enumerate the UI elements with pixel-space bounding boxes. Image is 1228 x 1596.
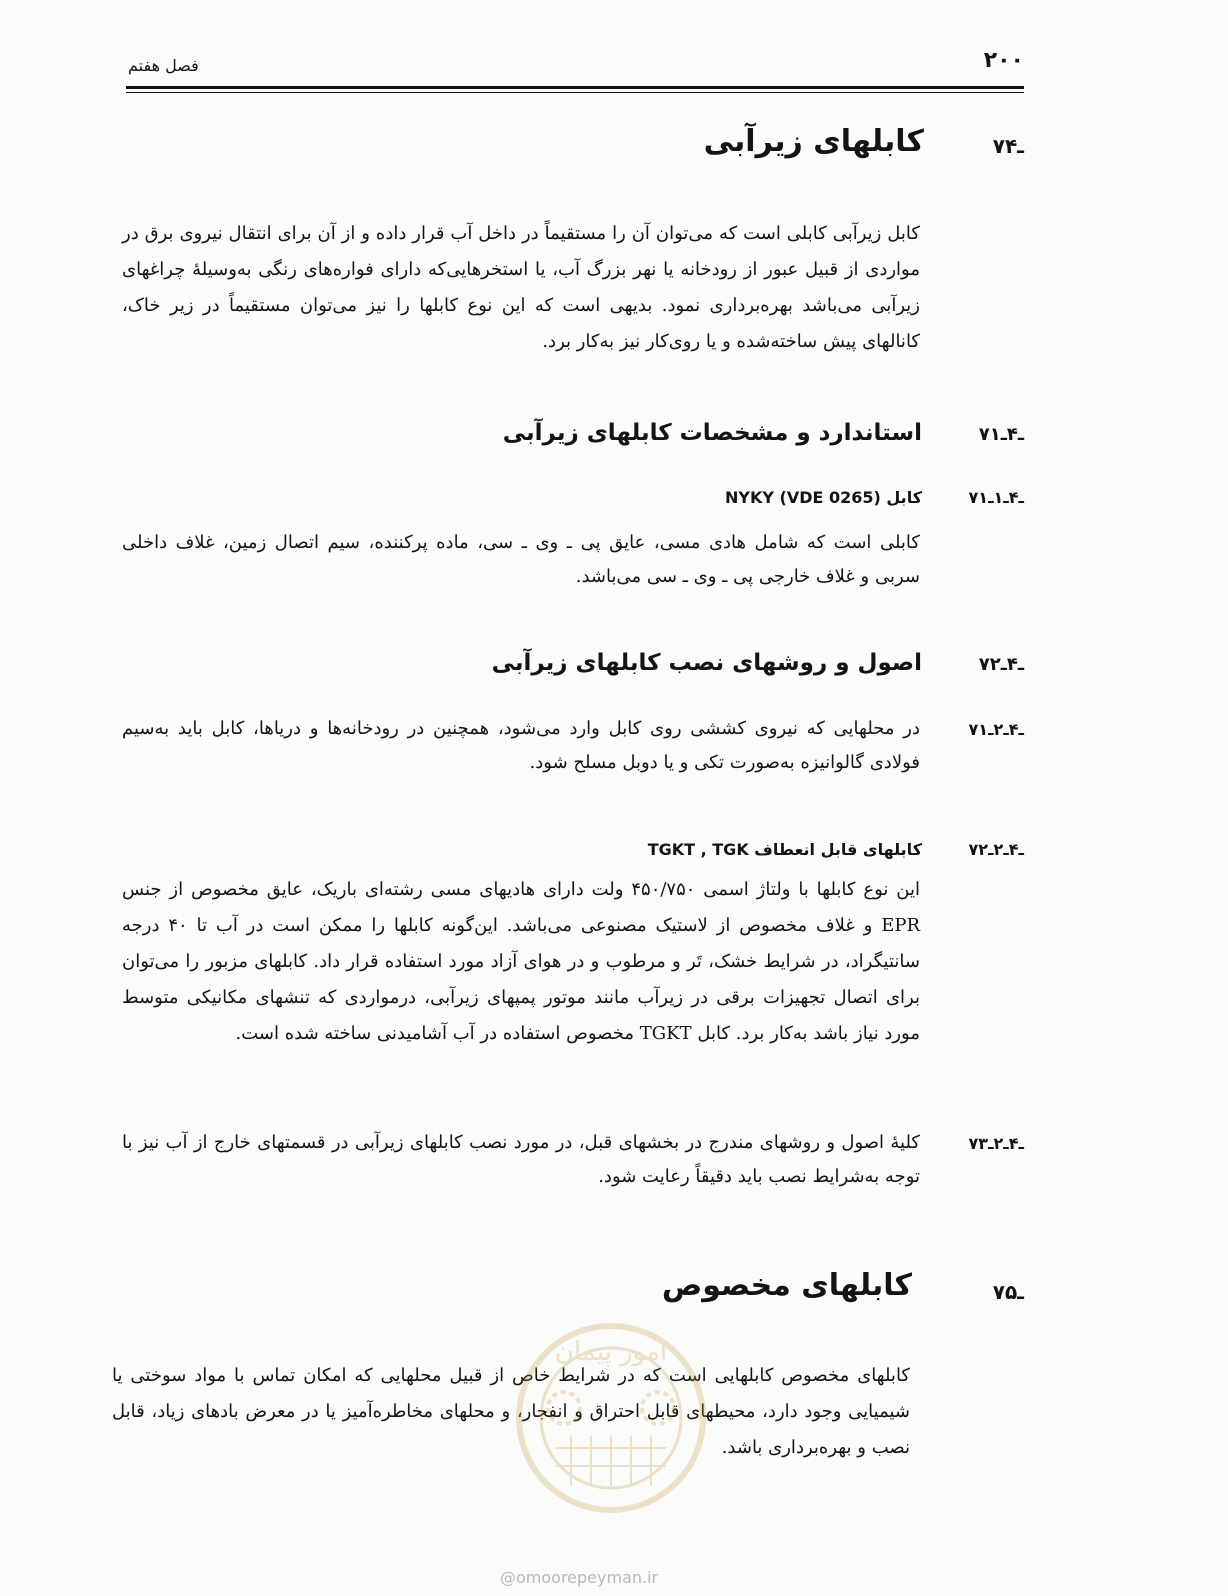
section-7-5-body: کابلهای مخصوص کابلهایی است که در شرایط خاص از قبیل محلهایی که امکان تماس با مواد سوختی یا شیمیایی وجود دارد، محیطهای قابل احتراق و انفجار، و محلهای مخاطره‌آمیز یا در معرض بادهای زیاد، قابل نصب و بهره‌برداری باشد. <box>112 1365 910 1458</box>
section-7-4-2-3-body: کلیهٔ اصول و روشهای مندرج در بخشهای قبل، در مورد نصب کابلهای زیرآبی در قسمتهای خارج از آب نیز با توجه به‌شرایط نصب باید دقیقاً رعایت شود. <box>122 1132 920 1187</box>
section-number: ۷ـ۴ـ۱ـ۱ <box>968 488 1024 507</box>
section-number: ۷ـ۵ <box>992 1280 1024 1304</box>
section-title: اصول و روشهای نصب کابلهای زیرآبی <box>491 650 922 676</box>
section-7-4-body: کابل زیرآبی کابلی است که می‌توان آن را مستقیماً در داخل آب قرار داده و از آن برای انتقال نیروی برق در مواردی از قبیل عبور از رودخانه یا نهر بزرگ آب، یا استخرهایی‌که دارای فواره‌های رنگی به‌وسیلهٔ چراغهای زیرآبی می‌باشد بهره‌برداری نمود. بدیهی است که این نوع کابلها را نیز می‌توان مستقیماً در زیر خاک، کانالهای پیش ساخته‌شده و یا روی‌کار نیز به‌کار برد. <box>122 223 920 352</box>
watermark-seal-icon <box>486 1308 736 1518</box>
section-7-4-2-1-body: در محلهایی که نیروی کششی روی کابل وارد می‌شود، همچنین در رودخانه‌ها و دریاها، کابل باید به‌سیم فولادی گالوانیزه به‌صورت تکی و یا دوبل مسلح شود. <box>122 718 920 773</box>
section-title: استاندارد و مشخصات کابلهای زیرآبی <box>502 420 922 446</box>
header-rule-thick <box>126 86 1024 89</box>
section-number: ۷ـ۴ـ۲ـ۲ <box>968 840 1024 859</box>
section-number: ۷ـ۴ـ۲ـ۳ <box>968 1134 1024 1153</box>
section-7-4-1-1-body: کابلی است که شامل هادی مسی، عایق پی ـ وی ـ سی، ماده پرکننده، سیم اتصال زمین، غلاف داخلی سربی و غلاف خارجی پی ـ وی ـ سی می‌باشد. <box>122 532 920 587</box>
section-title: کابلهای زیرآبی <box>703 124 924 159</box>
header-rule-thin <box>126 92 1024 93</box>
watermark-site: @omoorepeyman.ir <box>500 1568 659 1587</box>
section-7-4-2-2-body: این نوع کابلها با ولتاژ اسمی ۴۵۰/۷۵۰ ولت دارای هادیهای مسی رشته‌ای باریک، عایق مخصوص از جنس EPR و غلاف مخصوص از لاستیک مصنوعی می‌باشد. این‌گونه کابلها را ممکن است در آب تا ۴۰ درجه سانتیگراد، در شرایط خشک، تَر و مرطوب و در هوای آزاد مورد استفاده قرار داد. کابلهای مزبور را می‌توان برای اتصال تجهیزات برقی در زیرآب مانند موتور پمپهای زیرآبی، درمواردی که تنشهای مکانیکی متوسط مورد نیاز باشد به‌کار برد. کابل TGKT مخصوص استفاده در آب آشامیدنی ساخته شده است. <box>122 879 920 1044</box>
section-title: کابلهای مخصوص <box>661 1268 912 1303</box>
chapter-label: فصل هفتم <box>128 56 199 75</box>
seal-text: امور پیمان <box>554 1337 668 1367</box>
section-title: کابل NYKY (VDE 0265) <box>724 488 922 507</box>
section-number: ۷ـ۴ـ۱ <box>978 424 1024 445</box>
section-number: ۷ـ۴ <box>992 134 1024 158</box>
page-number: ۲۰۰ <box>983 48 1024 73</box>
section-title: کابلهای قابل انعطاف TGKT , TGK <box>647 840 922 859</box>
section-number: ۷ـ۴ـ۲ <box>978 654 1024 675</box>
section-number: ۷ـ۴ـ۲ـ۱ <box>968 720 1024 739</box>
